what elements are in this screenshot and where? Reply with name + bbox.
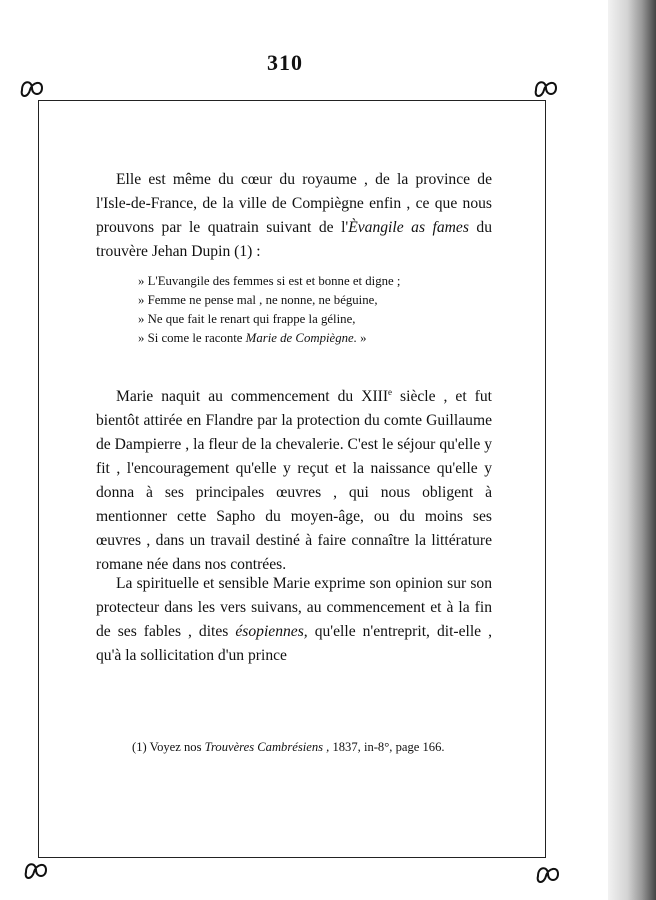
superscript: e — [388, 387, 393, 397]
italic-title: Èvangile as fames — [348, 219, 469, 236]
footnote — [132, 740, 532, 755]
paragraph-marie — [96, 380, 492, 577]
paragraph-text: qu'elle n'entreprit, dit-elle , qu'à la sollicitation d'un prince — [96, 623, 493, 664]
verse-text: » — [356, 331, 367, 345]
flourish-ornament-icon — [18, 78, 46, 102]
quatrain — [138, 272, 438, 348]
verse-text: » Si come le raconte — [138, 331, 246, 345]
italic-name: Marie de Compiègne. — [245, 331, 357, 345]
paragraph-intro — [96, 168, 492, 264]
footnote-text: 1837, in-8°, page 166. — [329, 740, 445, 754]
flourish-ornament-icon — [22, 860, 50, 884]
verse-line — [138, 329, 438, 348]
paragraph-text: siècle , et fut bientôt attirée en Flandre par la protection du comte Guillaume de Dampierre , la fleur de la chevalerie. C'est le séjour qu'elle y fit , l'encouragement qu'elle y reçut et la naissance qu'elle y donna à ses principales œuvres , qui nous obligent à mentionner cette Sapho du moyen-âge, ou du moins ses œuvres , dans un travail destiné à faire connaître la littérature romane née dans nos contrées. — [96, 388, 492, 574]
paragraph-text: Elle est même du cœur du royaume , de la province de l'Isle-de-France, de la ville de Compiègne enfin , ce que nous prouvons par le quatrain suivant de l' — [96, 171, 492, 236]
italic-word: ésopiennes, — [235, 623, 308, 640]
flourish-ornament-icon — [534, 864, 562, 888]
footnote-text: (1) Voyez nos — [132, 740, 205, 754]
paragraph-text: du trouvère Jehan Dupin (1) : — [96, 219, 492, 260]
verse-line: » Ne que fait le renart qui frappe la géline, — [138, 312, 356, 326]
page-number: 310 — [267, 50, 303, 75]
verse-line: » L'Euvangile des femmes si est et bonne et digne ; — [138, 274, 401, 288]
paragraph-text: Marie naquit au commencement du XIII — [116, 388, 389, 406]
verse-line: » Femme ne pense mal , ne nonne, ne béguine, — [138, 293, 378, 307]
italic-title: Trouvères Cambrésiens , — [204, 740, 330, 754]
paragraph-text: La spirituelle et sensible Marie exprime son opinion sur son protecteur dans les vers suivans, au commencement et à la fin de ses fables , dites — [96, 575, 492, 640]
flourish-ornament-icon — [532, 78, 560, 102]
paragraph-opinion — [96, 572, 492, 668]
page-edge-shadow — [608, 0, 656, 900]
